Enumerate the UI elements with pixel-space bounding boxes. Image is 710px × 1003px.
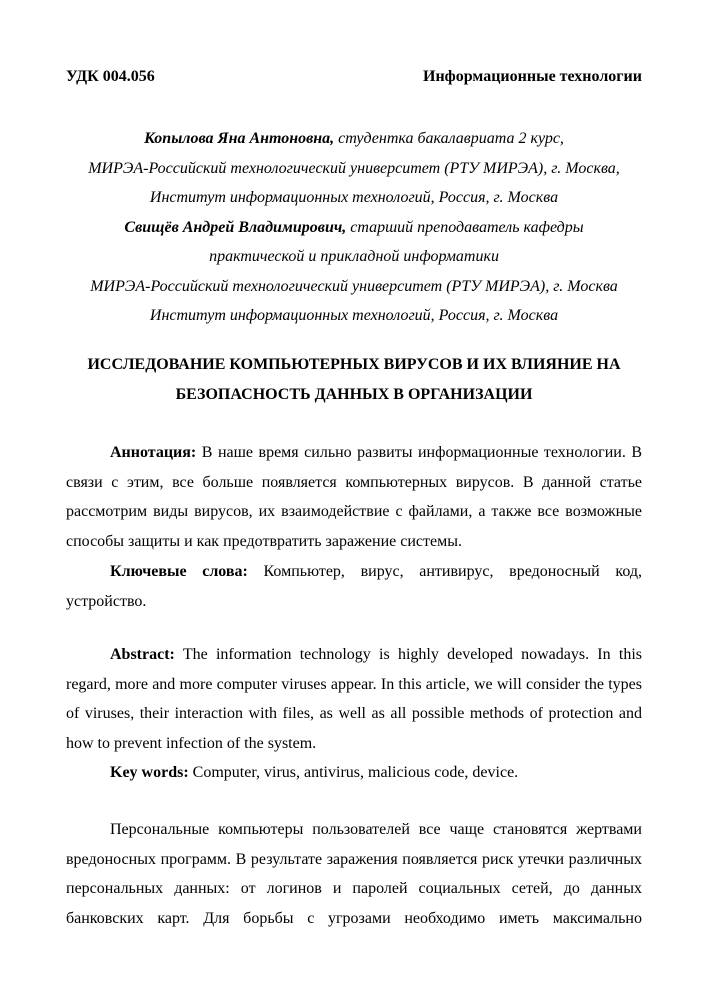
paper-title [66, 350, 642, 409]
udk-code: УДК 004.056 [66, 68, 155, 85]
annotation-label: Аннотация: [110, 444, 197, 461]
abstract-text: The information technology is highly developed nowadays. In this regard, more and more computer viruses appear. In this article, we will consider the types of viruses, their interaction with files, as well as all possible methods of protection and how to prevent infection of the system. [66, 646, 642, 752]
author-1-affiliation: МИРЭА-Российский технологический университет (РТУ МИРЭА), г. Москва, [88, 159, 620, 177]
keywords-text: Компьютер, вирус, антивирус, вредоносный код, устройство. [66, 563, 642, 610]
title-line-1: ИССЛЕДОВАНИЕ КОМПЬЮТЕРНЫХ ВИРУСОВ И ИХ ВЛИЯНИЕ НА [87, 356, 621, 373]
page-header [66, 67, 642, 87]
keywords-en-text: Computer, virus, antivirus, malicious code, device. [188, 764, 519, 781]
author-2-affiliation: МИРЭА-Российский технологический университет (РТУ МИРЭА), г. Москва [90, 277, 618, 295]
author-1-name: Копылова Яна Антоновна, [144, 130, 335, 147]
author-2-department: практической и прикладной информатики [209, 248, 499, 265]
keywords-en-label: Key words: [110, 764, 189, 781]
author-1-role: студентка бакалавриата 2 курс, [334, 130, 564, 147]
annotation-paragraph [66, 438, 642, 556]
section-name: Информационные технологии [423, 68, 642, 85]
keywords-paragraph [66, 557, 642, 616]
author-1-institute: Институт информационных технологий, Россия, г. Москва [149, 189, 559, 206]
authors-block [66, 124, 642, 331]
author-2 [66, 213, 642, 243]
body-paragraph-1: Персональные компьютеры пользователей все чаще становятся жертвами вредоносных программ. В результате заражения появляется риск утечки различных персональных данных: от логинов и паролей социальных сетей, до данных банковских карт. Для борьбы с угрозами необходимо иметь максимально [66, 821, 642, 927]
keywords-label: Ключевые слова: [110, 563, 248, 580]
annotation-text: В наше время сильно развиты информационные технологии. В связи с этим, все больше появляется компьютерных вирусов. В данной статье рассмотрим виды вирусов, их взаимодействие с файлами, а также все возможные способы защиты и как предотвратить заражение системы. [66, 444, 642, 550]
author-2-name: Свищёв Андрей Владимирович, [124, 218, 347, 236]
abstract-paragraph [66, 640, 642, 758]
author-2-institute: Институт информационных технологий, Россия, г. Москва [149, 307, 559, 324]
title-line-2: БЕЗОПАСНОСТЬ ДАННЫХ В ОРГАНИЗАЦИИ [175, 385, 533, 403]
author-2-role: старший преподаватель кафедры [346, 218, 584, 236]
abstract-label: Abstract: [110, 646, 175, 663]
keywords-en-paragraph [66, 758, 642, 788]
author-1 [66, 124, 642, 154]
